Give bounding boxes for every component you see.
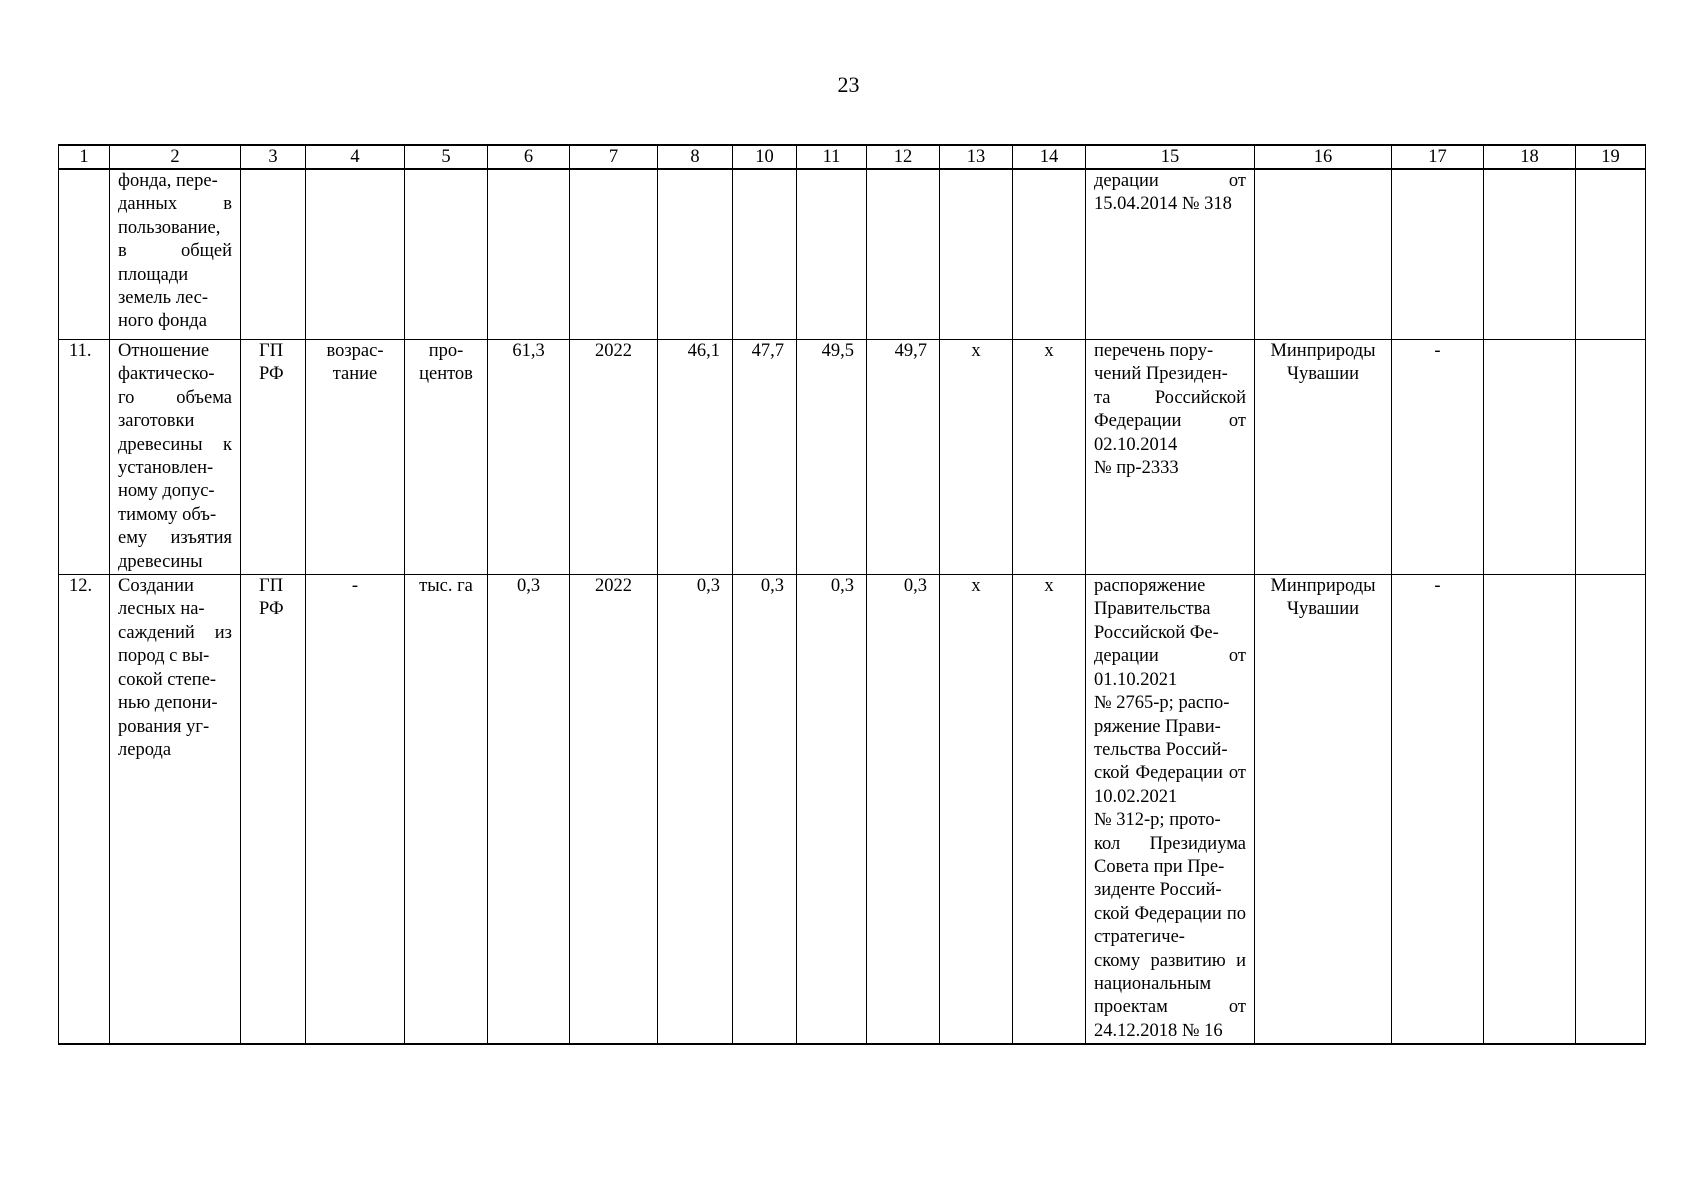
legal-document: дерации от 15.04.2014 № 318	[1086, 169, 1255, 340]
responsible-body: Минприроды Чувашии	[1255, 575, 1392, 1045]
page-number: 23	[837, 72, 860, 97]
indicator-source: ГП РФ	[241, 340, 306, 575]
indicators-table	[58, 144, 1646, 1045]
value-col-13: x	[940, 575, 1013, 1045]
column-number: 4	[306, 145, 405, 169]
table-header	[59, 145, 1646, 169]
value-col-14	[1013, 169, 1086, 340]
column-number: 2	[110, 145, 241, 169]
value-col-10	[733, 169, 797, 340]
column-number: 8	[658, 145, 733, 169]
column-18-cell	[1484, 169, 1576, 340]
responsible-body	[1255, 169, 1392, 340]
value-col-8: 46,1	[658, 340, 733, 575]
value-col-13	[940, 169, 1013, 340]
column-number: 1	[59, 145, 110, 169]
value-col-10: 0,3	[733, 575, 797, 1045]
column-number: 18	[1484, 145, 1576, 169]
indicator-name: Создании лесных на- саждений из пород с вы- сокой степе- нью депони- рования уг- лерода	[110, 575, 241, 1045]
indicator-trend	[306, 169, 405, 340]
value-col-10: 47,7	[733, 340, 797, 575]
row-number	[59, 169, 110, 340]
column-number: 3	[241, 145, 306, 169]
value-col-11: 49,5	[797, 340, 867, 575]
indicator-name: Отношение фактическо- го объема заготовки древесины к установлен- ному допус- тимому объ- ему изъятия древесины	[110, 340, 241, 575]
table-row	[59, 575, 1646, 1045]
value-col-14: x	[1013, 575, 1086, 1045]
column-number: 13	[940, 145, 1013, 169]
legal-document: перечень пору- чений Президен- та Российской Федерации от 02.10.2014 № пр-2333	[1086, 340, 1255, 575]
base-year: 2022	[570, 340, 658, 575]
column-number: 12	[867, 145, 940, 169]
column-number: 15	[1086, 145, 1255, 169]
value-col-11	[797, 169, 867, 340]
base-value	[488, 169, 570, 340]
column-number: 6	[488, 145, 570, 169]
indicator-source	[241, 169, 306, 340]
column-number: 16	[1255, 145, 1392, 169]
column-18-cell	[1484, 575, 1576, 1045]
legal-document: распоряжение Правительства Российской Фе- дерации от 01.10.2021 № 2765-р; распо- ряжение Прави- тельства Россий- ской Федерации от 10.02.2021 № 312-р; прото- кол Президиума Совета при Пре- зиденте Россий- ской Федерации по стратегиче- скому развитию и национальным проектам от 24.12.2018 № 16	[1086, 575, 1255, 1045]
value-col-12	[867, 169, 940, 340]
indicator-unit: про- центов	[405, 340, 488, 575]
indicator-source: ГП РФ	[241, 575, 306, 1045]
column-number: 5	[405, 145, 488, 169]
base-value: 0,3	[488, 575, 570, 1045]
value-col-14: x	[1013, 340, 1086, 575]
column-number: 14	[1013, 145, 1086, 169]
column-17-cell: -	[1392, 340, 1484, 575]
column-19-cell	[1576, 169, 1646, 340]
table-row	[59, 169, 1646, 340]
value-col-8	[658, 169, 733, 340]
table-row	[59, 340, 1646, 575]
column-19-cell	[1576, 340, 1646, 575]
column-numbers-row	[59, 145, 1646, 169]
column-number: 11	[797, 145, 867, 169]
value-col-8: 0,3	[658, 575, 733, 1045]
indicator-trend: возрас- тание	[306, 340, 405, 575]
value-col-13: x	[940, 340, 1013, 575]
column-number: 19	[1576, 145, 1646, 169]
responsible-body: Минприроды Чувашии	[1255, 340, 1392, 575]
column-18-cell	[1484, 340, 1576, 575]
column-number: 17	[1392, 145, 1484, 169]
column-number: 7	[570, 145, 658, 169]
value-col-11: 0,3	[797, 575, 867, 1045]
column-19-cell	[1576, 575, 1646, 1045]
value-col-12: 0,3	[867, 575, 940, 1045]
indicator-trend: -	[306, 575, 405, 1045]
base-year: 2022	[570, 575, 658, 1045]
column-number: 10	[733, 145, 797, 169]
indicator-unit: тыс. га	[405, 575, 488, 1045]
indicator-unit	[405, 169, 488, 340]
value-col-12: 49,7	[867, 340, 940, 575]
indicator-name: фонда, пере- данных в пользование, в общей площади земель лес- ного фонда	[110, 169, 241, 340]
row-number: 12.	[59, 575, 110, 1045]
column-17-cell: -	[1392, 575, 1484, 1045]
base-year	[570, 169, 658, 340]
row-number: 11.	[59, 340, 110, 575]
column-17-cell	[1392, 169, 1484, 340]
base-value: 61,3	[488, 340, 570, 575]
